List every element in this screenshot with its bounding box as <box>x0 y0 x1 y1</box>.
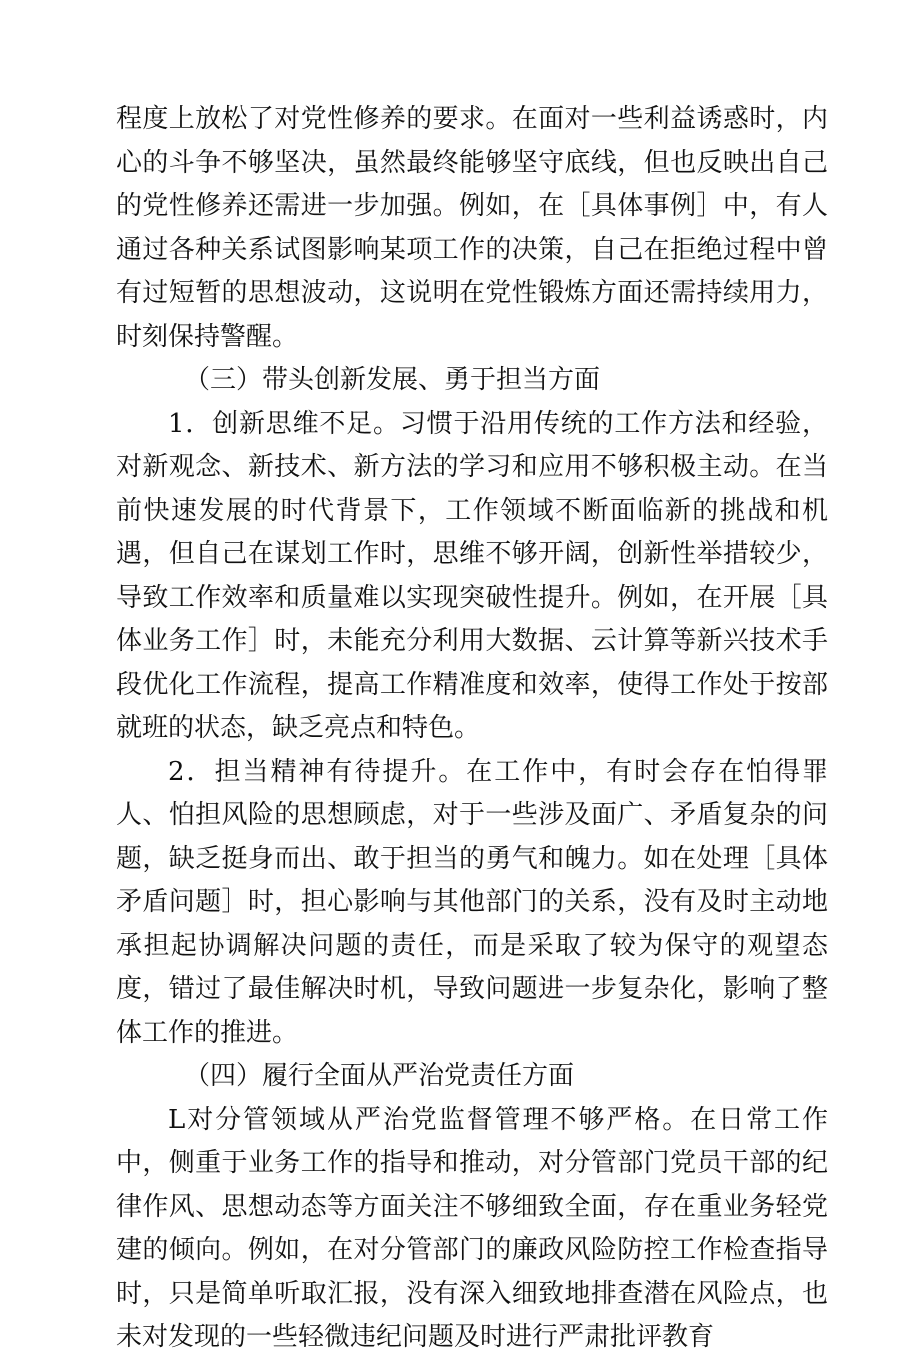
section-heading-3: （三）带头创新发展、勇于担当方面 <box>184 365 601 395</box>
document-body <box>116 98 828 1360</box>
paragraph-item-l: L对分管领域从严治党监督管理不够严格。在日常工作中，侧重于业务工作的指导和推动，对分管部门党员干部的纪律作风、思想动态等方面关注不够细致全面，存在重业务轻党建的倾向。例如，在对分管部门的廉政风险防控工作检查指导时，只是简单听取汇报，没有深入细致地排查潜在风险点，也未对发现的一些轻微违纪问题及时进行严肃批评教育 <box>116 1104 828 1352</box>
paragraph-item-1: 1．创新思维不足。习惯于沿用传统的工作方法和经验，对新观念、新技术、新方法的学习和应用不够积极主动。在当前快速发展的时代背景下，工作领域不断面临新的挑战和机遇，但自己在谋划工作时，思维不够开阔，创新性举措较少，导致工作效率和质量难以实现突破性提升。例如，在开展［具体业务工作］时，未能充分利用大数据、云计算等新兴技术手段优化工作流程，提高工作精准度和效率，使得工作处于按部就班的状态，缺乏亮点和特色。 <box>116 408 828 743</box>
paragraph-item-2: 2．担当精神有待提升。在工作中，有时会存在怕得罪人、怕担风险的思想顾虑，对于一些涉及面广、矛盾复杂的问题，缺乏挺身而出、敢于担当的勇气和魄力。如在处理［具体矛盾问题］时，担心影响与其他部门的关系，没有及时主动地承担起协调解决问题的责任，而是采取了较为保守的观望态度，错过了最佳解决时机，导致问题进一步复杂化，影响了整体工作的推进。 <box>116 756 828 1048</box>
paragraph-continuation: 程度上放松了对党性修养的要求。在面对一些利益诱惑时，内心的斗争不够坚决，虽然最终能够坚守底线，但也反映出自己的党性修养还需进一步加强。例如，在［具体事例］中，有人通过各种关系试图影响某项工作的决策，自己在拒绝过程中曾有过短暂的思想波动，这说明在党性锻炼方面还需持续用力，时刻保持警醒。 <box>116 104 828 352</box>
section-heading-4: （四）履行全面从严治党责任方面 <box>184 1061 575 1091</box>
